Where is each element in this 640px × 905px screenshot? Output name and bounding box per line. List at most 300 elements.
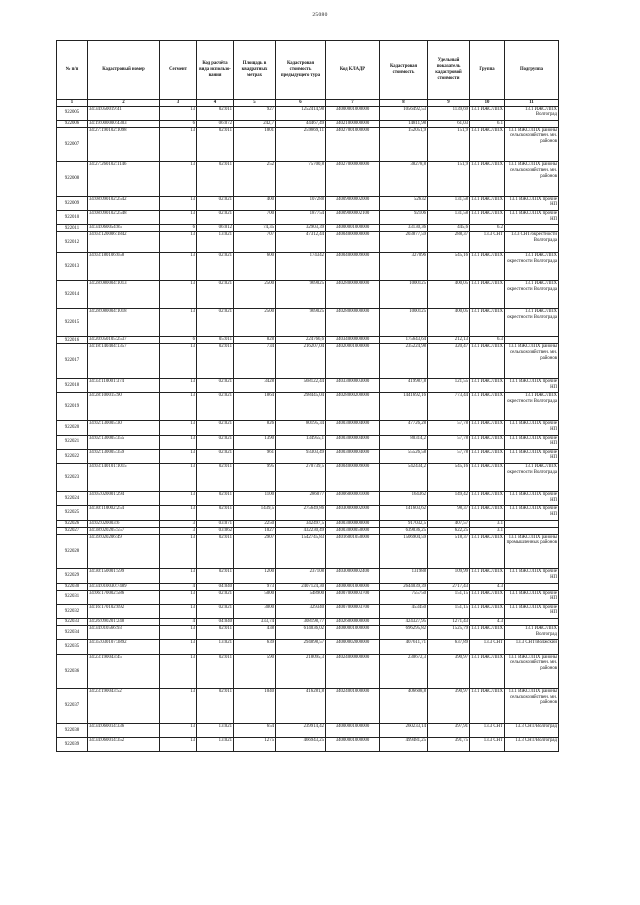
cadastral-number-cell: 34:23:190043:52: [88, 689, 160, 724]
table-row: [57, 449, 559, 463]
table-row: [57, 723, 559, 737]
table-row: [57, 590, 559, 604]
kladr-code-cell: 34003000000000: [326, 520, 380, 527]
kladr-code-cell: 34030000002400: [326, 569, 380, 583]
usage-code-cell: 13:021: [197, 723, 234, 737]
segment-cell: 4: [160, 619, 197, 626]
group-cell: 13.1 ИЖС/ЛПХ: [470, 344, 505, 379]
cadastral-cost-cell: 141603,62: [380, 506, 428, 520]
segment-cell: 13: [160, 232, 197, 253]
previous-cost-cell: 342497,5: [276, 520, 326, 527]
specific-value-cell: 1139,69: [428, 106, 470, 120]
kladr-code-cell: 34000001000000: [326, 583, 380, 590]
subgroup-cell: [505, 225, 559, 232]
usage-code-cell: 02:011: [197, 127, 234, 162]
group-cell: 13.3 СНТ: [470, 232, 505, 253]
previous-cost-cell: 969025: [276, 309, 326, 337]
area-sqm-cell: 3000: [234, 604, 276, 618]
subgroup-cell: 13.1 ИЖС/ЛПХ окрестности Волгограда: [505, 464, 559, 492]
cadastral-number-cell: 34:26:090201:248: [88, 619, 160, 626]
table-row: [57, 492, 559, 506]
column-index-row: [57, 100, 559, 107]
kladr-code-cell: 34021000000000: [326, 120, 380, 127]
cadastral-cost-cell: 499481,25: [380, 738, 428, 752]
row-number-cell: 922029: [57, 569, 88, 583]
col-header: Кадастровая стоимость предыдущего тура: [276, 41, 326, 100]
subgroup-cell: 13.3 СНТ/Волжский: [505, 640, 559, 654]
subgroup-cell: 13.1 ИЖС/ЛПХ районы промышленных районов: [505, 534, 559, 569]
previous-cost-cell: 298445,04: [276, 393, 326, 421]
table-row: [57, 225, 559, 232]
area-sqm-cell: 438: [234, 626, 276, 640]
usage-code-cell: 05:011: [197, 337, 234, 344]
specific-value-cell: 57,78: [428, 421, 470, 435]
col-header: № п/п: [57, 41, 88, 100]
cadastral-cost-cell: 33130,36: [380, 225, 428, 232]
area-sqm-cell: 826: [234, 421, 276, 435]
row-number-cell: 922024: [57, 492, 88, 506]
group-cell: 13.1 ИЖС/ЛПХ: [470, 253, 505, 281]
area-sqm-cell: 1001: [234, 127, 276, 162]
cadastral-cost-cell: 80314,2: [380, 435, 428, 449]
area-sqm-cell: 5000: [234, 590, 276, 604]
row-number-cell: 922014: [57, 281, 88, 309]
subgroup-cell: 13.1 ИЖС/ЛПХ прочие НП: [505, 435, 559, 449]
area-sqm-cell: 1200: [234, 569, 276, 583]
cadastral-cost-cell: 406608,8: [380, 689, 428, 724]
previous-cost-cell: 239914,42: [276, 723, 326, 737]
previous-cost-cell: 75700,8: [276, 162, 326, 197]
area-sqm-cell: 961: [234, 449, 276, 463]
group-cell: 4.3: [470, 583, 505, 590]
segment-cell: 13: [160, 590, 197, 604]
previous-cost-cell: 548900: [276, 590, 326, 604]
previous-cost-cell: 294898,57: [276, 640, 326, 654]
group-cell: 13.3 СНТ: [470, 640, 505, 654]
area-sqm-cell: 828: [234, 337, 276, 344]
group-cell: 4.3: [470, 619, 505, 626]
row-number-cell: 922016: [57, 337, 88, 344]
group-cell: 3.1: [470, 520, 505, 527]
cadastral-number-cell: 34:03:180106:658: [88, 253, 160, 281]
table-row: [57, 378, 559, 392]
area-sqm-cell: 2907: [234, 534, 276, 569]
row-number-cell: 922032: [57, 604, 88, 618]
specific-value-cell: 1525,79: [428, 626, 470, 640]
group-cell: 13.1 ИЖС/ЛПХ: [470, 626, 505, 640]
subgroup-cell: 13.1 ИЖС/ЛПХ окрестности Волгограда: [505, 281, 559, 309]
cadastral-number-cell: 34:34:050019:41: [88, 106, 160, 120]
cadastral-number-cell: 34:02:020003:6: [88, 520, 160, 527]
group-cell: 13.1 ИЖС/ЛПХ: [470, 309, 505, 337]
row-number-cell: 922030: [57, 583, 88, 590]
group-cell: 13.1 ИЖС/ЛПХ: [470, 492, 505, 506]
kladr-code-cell: 34024000000000: [326, 654, 380, 689]
usage-code-cell: 02:021: [197, 393, 234, 421]
segment-cell: 13: [160, 464, 197, 492]
group-cell: 13.1 ИЖС/ЛПХ: [470, 689, 505, 724]
subgroup-cell: 13.1 ИЖС/ЛПХ прочие НП: [505, 421, 559, 435]
specific-value-cell: 400,05: [428, 281, 470, 309]
cadastral-cost-cell: 52632: [380, 196, 428, 210]
subgroup-cell: [505, 583, 559, 590]
subgroup-cell: 13.1 ИЖС/ЛПХ прочие НП: [505, 449, 559, 463]
row-number-cell: 922017: [57, 344, 88, 379]
row-number-cell: 922015: [57, 309, 88, 337]
group-cell: 13.3 СНТ: [470, 723, 505, 737]
usage-code-cell: 02:021: [197, 309, 234, 337]
col-header: Сегмент: [160, 41, 197, 100]
cadastral-cost-cell: 131988: [380, 569, 428, 583]
usage-code-cell: 02:011: [197, 626, 234, 640]
usage-code-cell: 02:011: [197, 492, 234, 506]
previous-cost-cell: 259869,11: [276, 127, 326, 162]
row-number-cell: 922037: [57, 689, 88, 724]
area-sqm-cell: 400: [234, 196, 276, 210]
cadastral-number-cell: 34:34:060054:85: [88, 225, 160, 232]
cadastral-cost-cell: 1000125: [380, 309, 428, 337]
cadastral-number-cell: 34:27:190102:1098: [88, 127, 160, 162]
cadastral-number-cell: 34:05:020001:294: [88, 492, 160, 506]
table-row: [57, 738, 559, 752]
cadastral-cost-cell: 260233,14: [380, 723, 428, 737]
previous-cost-cell: 216207,04: [276, 344, 326, 379]
kladr-code-cell: 34028000000000: [326, 309, 380, 337]
kladr-code-cell: 34027000000000: [326, 162, 380, 197]
column-index: 10: [470, 100, 505, 107]
subgroup-cell: [505, 520, 559, 527]
cadastral-cost-cell: 639036,25: [380, 527, 428, 534]
column-index: 3: [160, 100, 197, 107]
subgroup-cell: 13.1 ИЖС/ЛПХ прочие НП: [505, 196, 559, 210]
segment-cell: 13: [160, 435, 197, 449]
cadastral-cost-cell: 38278,8: [380, 162, 428, 197]
previous-cost-cell: 2407124,30: [276, 583, 326, 590]
group-cell: 3.1: [470, 527, 505, 534]
usage-code-cell: 13:021: [197, 738, 234, 752]
previous-cost-cell: 80195,34: [276, 421, 326, 435]
area-sqm-cell: 654: [234, 723, 276, 737]
row-number-cell: 922013: [57, 253, 88, 281]
specific-value-cell: 622,25: [428, 527, 470, 534]
usage-code-cell: 02:021: [197, 211, 234, 225]
cadastral-cost-cell: 92106: [380, 211, 428, 225]
cadastral-cost-cell: 1056492,53: [380, 106, 428, 120]
cadastral-number-cell: 34:38:020205:557: [88, 527, 160, 534]
group-cell: 13.1 ИЖС/ЛПХ: [470, 506, 505, 520]
table-row: [57, 393, 559, 421]
kladr-code-cell: 34028000200000: [326, 393, 380, 421]
cadastral-cost-cell: 55526,58: [380, 449, 428, 463]
column-index: 11: [505, 100, 559, 107]
kladr-code-cell: 34026000000000: [326, 619, 380, 626]
col-header: Кадастровая стоимость: [380, 41, 428, 100]
previous-cost-cell: 416281,8: [276, 689, 326, 724]
row-number-cell: 922022: [57, 449, 88, 463]
group-cell: 6.2: [470, 225, 505, 232]
column-index: 1: [57, 100, 88, 107]
table-row: [57, 654, 559, 689]
usage-code-cell: 02:021: [197, 196, 234, 210]
table-row: [57, 583, 559, 590]
table-row: [57, 106, 559, 120]
specific-value-cell: 131,58: [428, 211, 470, 225]
subgroup-cell: 13.1 ИЖС/ЛПХ прочие НП: [505, 590, 559, 604]
table-row: [57, 337, 559, 344]
table-row: [57, 309, 559, 337]
specific-value-cell: 121,55: [428, 378, 470, 392]
cadastral-cost-cell: 1506904,59: [380, 534, 428, 569]
cadastral-cost-cell: 1000125: [380, 281, 428, 309]
previous-cost-cell: 614036,02: [276, 626, 326, 640]
area-sqm-cell: 252: [234, 162, 276, 197]
kladr-code-cell: 34033000003000: [326, 378, 380, 392]
usage-code-cell: 02:011: [197, 344, 234, 379]
group-cell: 13.1 ИЖС/ЛПХ: [470, 162, 505, 197]
table-row: [57, 281, 559, 309]
segment-cell: 6: [160, 337, 197, 344]
col-header: Код расчёта вида использо-вания: [197, 41, 234, 100]
kladr-code-cell: 34027001000000: [326, 127, 380, 162]
segment-cell: 13: [160, 689, 197, 724]
row-number-cell: 922018: [57, 378, 88, 392]
row-number-cell: 922038: [57, 723, 88, 737]
kladr-code-cell: 34000001000000: [326, 106, 380, 120]
area-sqm-cell: 734: [234, 344, 276, 379]
segment-cell: 6: [160, 225, 197, 232]
cadastral-number-cell: 34:08:090102:2542: [88, 196, 160, 210]
cadastral-number-cell: 34:02:130005:355: [88, 435, 160, 449]
row-number-cell: 922005: [57, 106, 88, 120]
segment-cell: 13: [160, 281, 197, 309]
specific-value-cell: 151,9: [428, 127, 470, 162]
cadastral-cost-cell: 755750: [380, 590, 428, 604]
segment-cell: 13: [160, 344, 197, 379]
area-sqm-cell: 2250: [234, 520, 276, 527]
cadastral-value-table: [56, 40, 559, 752]
kladr-code-cell: 34004000009000: [326, 253, 380, 281]
subgroup-cell: 13.1 ИЖС/ЛПХ районы сельскохозяйствен. мн. районов: [505, 127, 559, 162]
table-body: [57, 106, 559, 752]
specific-value-cell: 2717,43: [428, 583, 470, 590]
segment-cell: 13: [160, 626, 197, 640]
row-number-cell: 922007: [57, 127, 88, 162]
kladr-code-cell: 34009000002000: [326, 196, 380, 210]
previous-cost-cell: 174342: [276, 253, 326, 281]
specific-value-cell: 545,16: [428, 464, 470, 492]
row-number-cell: 922028: [57, 534, 88, 569]
specific-value-cell: 61,03: [428, 120, 470, 127]
previous-cost-cell: 329340: [276, 604, 326, 618]
col-header: Площадь в квадратных метрах: [234, 41, 276, 100]
segment-cell: 3: [160, 520, 197, 527]
row-number-cell: 922021: [57, 435, 88, 449]
table-row: [57, 619, 559, 626]
kladr-code-cell: 34004000000000: [326, 232, 380, 253]
cadastral-number-cell: 34:02:130005:359: [88, 449, 160, 463]
group-cell: 13.1 ИЖС/ЛПХ: [470, 378, 505, 392]
segment-cell: 13: [160, 506, 197, 520]
group-cell: 13.1 ИЖС/ЛПХ: [470, 534, 505, 569]
specific-value-cell: 445,6: [428, 225, 470, 232]
kladr-code-cell: 34003000004000: [326, 449, 380, 463]
segment-cell: 13: [160, 449, 197, 463]
kladr-code-cell: 34030000002000: [326, 506, 380, 520]
specific-value-cell: 637,89: [428, 640, 470, 654]
subgroup-cell: 13.1 ИЖС/ЛПХ окрестности Волгограда: [505, 393, 559, 421]
usage-code-cell: 02:011: [197, 506, 234, 520]
specific-value-cell: 390,97: [428, 689, 470, 724]
column-index: 9: [428, 100, 470, 107]
header-row: [57, 41, 559, 100]
group-cell: 13.1 ИЖС/ЛПХ: [470, 106, 505, 120]
specific-value-cell: 518,37: [428, 534, 470, 569]
cadastral-cost-cell: 407611,71: [380, 640, 428, 654]
group-cell: 13.1 ИЖС/ЛПХ: [470, 211, 505, 225]
cadastral-cost-cell: 453450: [380, 604, 428, 618]
segment-cell: 13: [160, 127, 197, 162]
cadastral-cost-cell: 175643,64: [380, 337, 428, 344]
area-sqm-cell: 1040: [234, 689, 276, 724]
area-sqm-cell: 3428: [234, 378, 276, 392]
table-row: [57, 640, 559, 654]
cadastral-number-cell: 34:19:000000:4303: [88, 120, 160, 127]
kladr-code-cell: 34007000003700: [326, 590, 380, 604]
table-row: [57, 527, 559, 534]
table-row: [57, 435, 559, 449]
segment-cell: 13: [160, 569, 197, 583]
group-cell: 13.1 ИЖС/ЛПХ: [470, 590, 505, 604]
cadastral-number-cell: 34:34:060014:336: [88, 723, 160, 737]
group-cell: 6.1: [470, 120, 505, 127]
previous-cost-cell: 1542745,83: [276, 534, 326, 569]
cadastral-cost-cell: 230672,3: [380, 654, 428, 689]
kladr-code-cell: 34028000000000: [326, 281, 380, 309]
subgroup-cell: [505, 619, 559, 626]
segment-cell: 13: [160, 492, 197, 506]
subgroup-cell: 13.1 ИЖС/ЛПХ Волгоград: [505, 626, 559, 640]
cadastral-number-cell: 34:03:120006:1842: [88, 232, 160, 253]
table-row: [57, 344, 559, 379]
subgroup-cell: 13.3 СНТ/Волгоград: [505, 738, 559, 752]
previous-cost-cell: 93303,49: [276, 449, 326, 463]
specific-value-cell: 391,75: [428, 738, 470, 752]
usage-code-cell: 02:011: [197, 464, 234, 492]
cadastral-number-cell: 34:28:080004:1018: [88, 309, 160, 337]
cadastral-cost-cell: 203877,59: [380, 232, 428, 253]
specific-value-cell: 390,97: [428, 654, 470, 689]
segment-cell: 13: [160, 106, 197, 120]
row-number-cell: 922010: [57, 211, 88, 225]
segment-cell: 13: [160, 723, 197, 737]
table-row: [57, 196, 559, 210]
cadastral-cost-cell: 1441692,16: [380, 393, 428, 421]
kladr-code-cell: 34003000050000: [326, 527, 380, 534]
area-sqm-cell: 1864: [234, 393, 276, 421]
usage-code-cell: 02:021: [197, 378, 234, 392]
usage-code-cell: 02:021: [197, 604, 234, 618]
group-cell: 13.1 ИЖС/ЛПХ: [470, 654, 505, 689]
specific-value-cell: 400,05: [428, 309, 470, 337]
area-sqm-cell: 639: [234, 640, 276, 654]
row-number-cell: 922034: [57, 626, 88, 640]
kladr-code-cell: 34000001000000: [326, 225, 380, 232]
group-cell: 13.1 ИЖС/ЛПХ: [470, 281, 505, 309]
cadastral-number-cell: 34:16:170102:692: [88, 604, 160, 618]
area-sqm-cell: 242,7: [234, 120, 276, 127]
column-index: 7: [326, 100, 380, 107]
segment-cell: 13: [160, 211, 197, 225]
cadastral-cost-cell: 424327,95: [380, 619, 428, 626]
usage-code-cell: 02:011: [197, 106, 234, 120]
previous-cost-cell: 237108: [276, 569, 326, 583]
group-cell: 13.1 ИЖС/ЛПХ: [470, 569, 505, 583]
kladr-code-cell: 34024001000000: [326, 689, 380, 724]
previous-cost-cell: 432230,49: [276, 527, 326, 534]
previous-cost-cell: 308198,77: [276, 619, 326, 626]
group-cell: 13.1 ИЖС/ЛПХ: [470, 435, 505, 449]
row-number-cell: 922012: [57, 232, 88, 253]
cadastral-number-cell: 34:34:060014:352: [88, 738, 160, 752]
cadastral-cost-cell: 917032,5: [380, 520, 428, 527]
usage-code-cell: 02:021: [197, 435, 234, 449]
usage-code-cell: 04:040: [197, 619, 234, 626]
subgroup-cell: 13.1 ИЖС/ЛПХ районы сельскохозяйствен. мн. районов: [505, 654, 559, 689]
specific-value-cell: 1271,43: [428, 619, 470, 626]
row-number-cell: 922006: [57, 120, 88, 127]
segment-cell: 4: [160, 583, 197, 590]
cadastral-number-cell: 34:02:130005:30: [88, 421, 160, 435]
cadastral-number-cell: 34:28:100015:90: [88, 393, 160, 421]
subgroup-cell: 13.3 СНТ/Волгоград: [505, 723, 559, 737]
area-sqm-cell: 333,74: [234, 619, 276, 626]
cadastral-cost-cell: 152051,9: [380, 127, 428, 162]
area-sqm-cell: 2500: [234, 309, 276, 337]
group-cell: 13.3 СНТ: [470, 738, 505, 752]
usage-code-cell: 13:021: [197, 640, 234, 654]
row-number-cell: 922031: [57, 590, 88, 604]
page-number: 25080: [312, 12, 328, 18]
table-row: [57, 253, 559, 281]
previous-cost-cell: 47312,44: [276, 232, 326, 253]
subgroup-cell: 13.1 ИЖС/ЛПХ районы сельскохозяйствен. мн. районов: [505, 344, 559, 379]
row-number-cell: 922035: [57, 640, 88, 654]
usage-code-cell: 13:021: [197, 232, 234, 253]
previous-cost-cell: 32903,39: [276, 225, 326, 232]
previous-cost-cell: 466943,25: [276, 738, 326, 752]
specific-value-cell: 397,91: [428, 723, 470, 737]
group-cell: 13.1 ИЖС/ЛПХ: [470, 421, 505, 435]
kladr-code-cell: 34016001050000: [326, 534, 380, 569]
cadastral-cost-cell: 2644039,39: [380, 583, 428, 590]
cadastral-cost-cell: 47726,28: [380, 421, 428, 435]
specific-value-cell: 57,78: [428, 435, 470, 449]
column-index: 6: [276, 100, 326, 107]
usage-code-cell: 04:040: [197, 583, 234, 590]
kladr-code-cell: 34009000002100: [326, 211, 380, 225]
usage-code-cell: 06:012: [197, 225, 234, 232]
kladr-code-cell: 34007000003700: [326, 604, 380, 618]
kladr-code-cell: 34003000004000: [326, 435, 380, 449]
table-row: [57, 232, 559, 253]
cadastral-cost-cell: 542434,2: [380, 464, 428, 492]
kladr-code-cell: 34020001000000: [326, 344, 380, 379]
group-cell: 13.1 ИЖС/ЛПХ: [470, 196, 505, 210]
cadastral-number-cell: 34:34:010030:7489: [88, 583, 160, 590]
area-sqm-cell: 74,35: [234, 225, 276, 232]
cadastral-number-cell: 34:30:110002:254: [88, 506, 160, 520]
cadastral-number-cell: 34:30:150001:599: [88, 569, 160, 583]
